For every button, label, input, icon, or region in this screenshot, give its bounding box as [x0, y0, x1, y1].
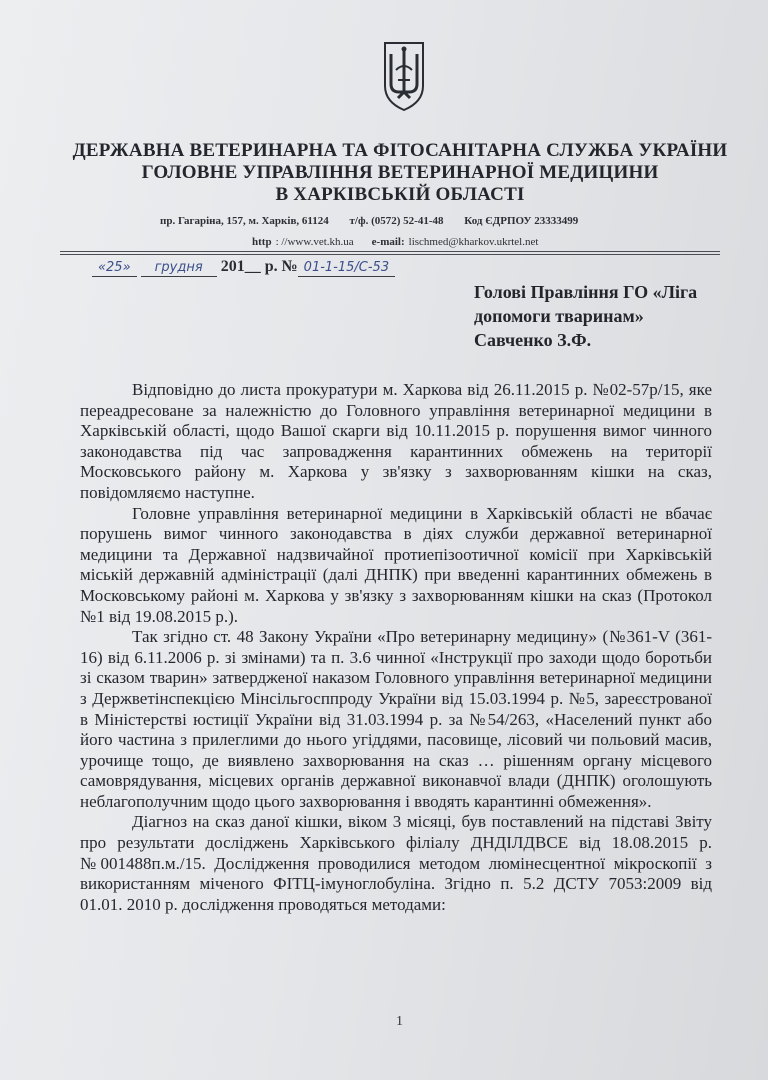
header-divider-thin: [60, 254, 720, 255]
paragraph-3: Так згідно ст. 48 Закону України «Про ветеринарну медицину» (№361-V (361-16) від 6.11.2006 р. зі змінами) та п. 3.6 чинної «Інструкції про заходи щодо боротьби зі сказом тварин» затвердженої наказом Головного управління ветеринарної медицини з Держветінспекцією Мінсільгосппроду України від 15.03.1994 р. №5, зареєстрованої в Міністерстві юстиції України від 31.03.1994 р. за №54/263, «Населений пункт або його частина з прилеглими до нього угіддями, пасовище, лісовий чи польовий масив, урочище тощо, де виявлено захворювання на сказ … рішенням органу місцевого самоврядування, місцевих органів державної виконавчої влади (ДНПК) оголошують неблагополучним щодо цього захворювання і вводять карантинні обмеження».: [80, 627, 712, 811]
edrpou-code: Код ЄДРПОУ 23333499: [464, 215, 579, 227]
ref-number-label: №: [281, 258, 298, 275]
organization-name-line3: В ХАРКІВСЬКІЙ ОБЛАСТІ: [275, 184, 525, 205]
addressee-name: Савченко З.Ф.: [474, 330, 592, 350]
organization-name-line1: ДЕРЖАВНА ВЕТЕРИНАРНА ТА ФІТОСАНІТАРНА СЛУЖБА УКРАЇНИ: [72, 140, 728, 161]
addressee-line1: Голові Правління ГО «Ліга: [474, 282, 698, 302]
addressee-block: [474, 280, 697, 352]
page-number: 1: [396, 1014, 403, 1029]
phone: т/ф. (0572) 52-41-48: [349, 215, 444, 227]
addressee-line2: допомоги тваринам»: [474, 306, 644, 326]
header-divider: [60, 251, 720, 252]
email-address: lischmed@kharkov.ukrtel.net: [408, 236, 539, 248]
http-label: http: [252, 236, 272, 248]
ref-year: 201__ р.: [220, 258, 278, 275]
web-contact-line: [252, 236, 538, 248]
website-link: : //www.vet.kh.ua: [275, 236, 354, 248]
address: пр. Гагаріна, 157, м. Харків, 61124: [160, 215, 329, 227]
reference-line: [92, 258, 395, 277]
trident-coat-of-arms-icon: [382, 40, 426, 112]
paragraph-2: Головне управління ветеринарної медицини в Харківській області не вбачає порушень вимог чинного законодавства в діях служби державної ветеринарної медицини та Державної надзвичайної протиепізоотичної комісії при Харківській міській державній адміністрації (далі ДНПК) при введенні карантинних обмежень в Московському районі м. Харкова у зв'язку з захворюванням кішки на сказ (Протокол №1 від 19.08.2015 р.).: [80, 503, 712, 626]
email-label: e-mail:: [371, 236, 405, 248]
paragraph-4: Діагноз на сказ даної кішки, віком 3 місяці, був поставлений на підставі Звіту про результати досліджень Харківського філіалу ДНДІЛДВСЕ від 18.08.2015 р. №001488п.м./15. Дослідження проводилися методом люмінесцентної мікроскопії з використанням міченого ФІТЦ-імуноглобуліна. Згідно п. 5.2 ДСТУ 7053:2009 від 01.01. 2010 р. дослідження проводяться методами:: [80, 812, 712, 914]
organization-name-line2: ГОЛОВНЕ УПРАВЛІННЯ ВЕТЕРИНАРНОЇ МЕДИЦИНИ: [141, 162, 659, 183]
paragraph-1: Відповідно до листа прокуратури м. Харкова від 26.11.2015 р. №02-57р/15, яке переадресоване за належністю до Головного управління ветеринарної медицини в Харківській області, щодо Вашої скарги від 10.11.2015 р. порушення вимог чинного законодавства під час запровадження карантинних обмежень на території Московського району м. Харкова у зв'язку з захворюванням кішки на сказ, повідомляємо наступне.: [80, 380, 712, 502]
ref-month: грудня: [154, 260, 203, 275]
ref-day: «25»: [98, 260, 131, 275]
contact-line: [160, 215, 720, 227]
ref-number: 01-1-15/С-53: [303, 260, 390, 275]
letter-body: [80, 380, 712, 915]
